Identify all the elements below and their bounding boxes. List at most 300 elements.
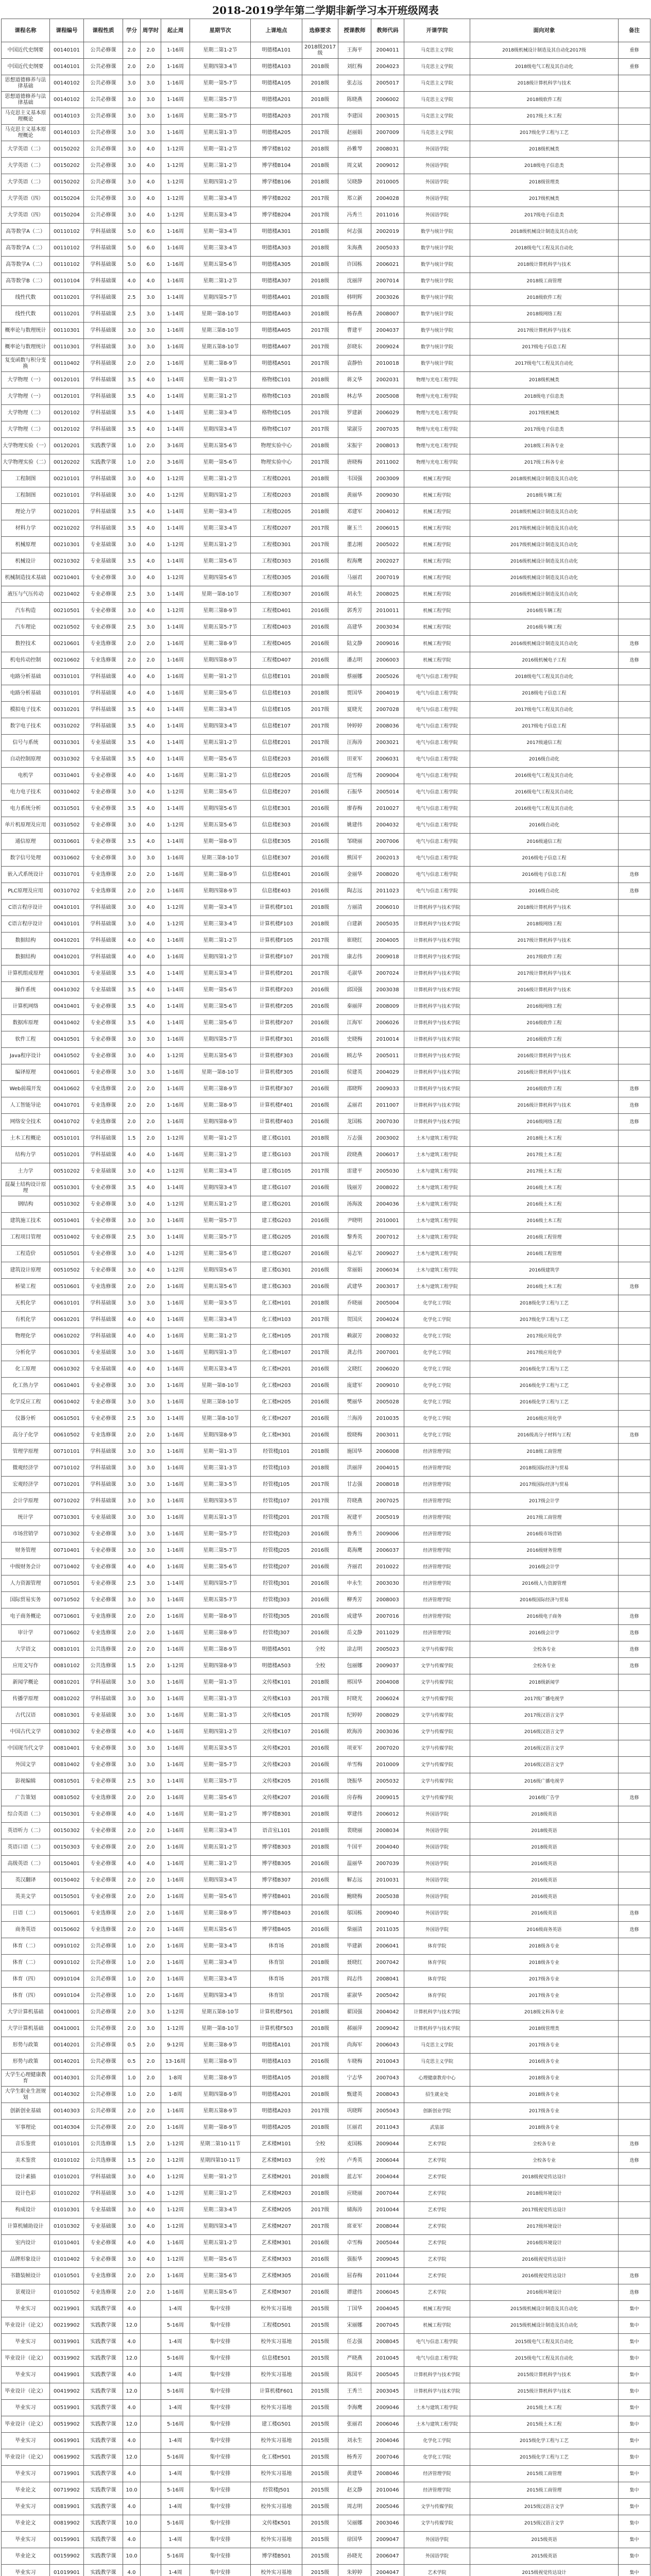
cell-weeks: 1-16周 xyxy=(161,1724,190,1740)
cell-teacher: 贾国华 xyxy=(338,685,371,702)
cell-weekly-hours: 3.0 xyxy=(141,2004,161,2021)
cell-location: 计算机楼F107 xyxy=(251,949,302,965)
cell-weekly-hours: 2.0 xyxy=(141,1608,161,1625)
cell-requirement: 2015级 xyxy=(302,2449,338,2466)
cell-teacher: 熊国平 xyxy=(338,850,371,867)
table-row xyxy=(2,2515,650,2532)
cell-target: 2017级工商管理 xyxy=(470,1510,619,1526)
cell-schedule: 星期五第5-6节 xyxy=(190,257,251,273)
cell-remark xyxy=(619,75,650,92)
cell-requirement: 2016级 xyxy=(302,1064,338,1081)
cell-schedule: 星期一第3-5节 xyxy=(190,1295,251,1312)
cell-course-code: 00610501 xyxy=(50,1411,84,1427)
cell-course-code: 00210201 xyxy=(50,504,84,520)
cell-course-code: 00719902 xyxy=(50,2482,84,2499)
cell-credits: 4.0 xyxy=(123,2466,141,2482)
cell-target: 2017级土木工程 xyxy=(470,1163,619,1180)
cell-college: 文学与传媒学院 xyxy=(404,1691,470,1707)
cell-course-name: 化学反应工程 xyxy=(2,1394,50,1411)
cell-remark xyxy=(619,438,650,454)
cell-location: 计算机楼F401 xyxy=(251,1097,302,1114)
cell-course-code: 00120202 xyxy=(50,454,84,471)
cell-teacher-code: 2003045 xyxy=(371,2383,404,2400)
cell-target: 2017级各专业 xyxy=(470,1971,619,1988)
cell-location: 经管楼J307 xyxy=(251,1625,302,1641)
cell-requirement: 2018级 xyxy=(302,2185,338,2202)
cell-weeks: 1-16周 xyxy=(161,1905,190,1922)
table-row xyxy=(2,1477,650,1493)
cell-college: 计算机科学与技术学院 xyxy=(404,900,470,916)
cell-weeks: 1-12周 xyxy=(161,916,190,933)
table-row xyxy=(2,257,650,273)
cell-requirement: 2017级 xyxy=(302,1971,338,1988)
cell-location: 博学楼B102 xyxy=(251,141,302,158)
cell-schedule: 星期五第8-10节 xyxy=(190,339,251,355)
cell-location: 文传楼K103 xyxy=(251,1691,302,1707)
cell-target: 2016级英语 xyxy=(470,1856,619,1872)
cell-course-type: 学科基础课 xyxy=(84,669,123,685)
cell-location: 经管楼J205 xyxy=(251,1543,302,1559)
cell-weeks: 1-14周 xyxy=(161,1773,190,1790)
cell-course-name: 统计学 xyxy=(2,1510,50,1526)
cell-weeks: 1-16周 xyxy=(161,1394,190,1411)
table-row xyxy=(2,2185,650,2202)
cell-credits: 10.0 xyxy=(123,2548,141,2565)
cell-location: 文传楼K203 xyxy=(251,1757,302,1773)
cell-remark xyxy=(619,751,650,768)
cell-weekly-hours: 3.0 xyxy=(141,75,161,92)
cell-weekly-hours: 4.0 xyxy=(141,916,161,933)
cell-teacher: 麦国栋 xyxy=(338,2136,371,2153)
cell-remark xyxy=(619,1328,650,1345)
cell-requirement: 全校 xyxy=(302,2153,338,2169)
cell-course-name: 数字电子技术 xyxy=(2,718,50,735)
cell-remark xyxy=(619,454,650,471)
cell-schedule: 集中安排 xyxy=(190,2466,251,2482)
cell-course-name: 线性代数 xyxy=(2,290,50,306)
cell-teacher-code: 2006024 xyxy=(371,1691,404,1707)
cell-requirement: 2016级 xyxy=(302,1740,338,1757)
cell-location: 校外实习基地 xyxy=(251,2334,302,2350)
cell-remark: 集中 xyxy=(619,2499,650,2515)
cell-teacher-code: 2008041 xyxy=(371,1971,404,1988)
cell-weekly-hours: 2.0 xyxy=(141,1905,161,1922)
cell-weekly-hours: 4.0 xyxy=(141,1312,161,1328)
cell-course-type: 实践教学课 xyxy=(84,2449,123,2466)
table-row xyxy=(2,454,650,471)
cell-credits: 3.5 xyxy=(123,702,141,718)
cell-location: 信息楼E303 xyxy=(251,817,302,834)
cell-weekly-hours: 2.0 xyxy=(141,2054,161,2070)
cell-remark xyxy=(619,2087,650,2103)
cell-weeks: 1-14周 xyxy=(161,718,190,735)
cell-weeks: 1-16周 xyxy=(161,1674,190,1691)
cell-teacher-code: 2010009 xyxy=(371,1757,404,1773)
cell-schedule: 星期二第1-2节 xyxy=(190,273,251,290)
cell-course-type: 实践教学课 xyxy=(84,2416,123,2433)
cell-college: 土木与建筑工程学院 xyxy=(404,1229,470,1246)
cell-weeks: 1-16周 xyxy=(161,1477,190,1493)
table-row xyxy=(2,834,650,850)
table-row xyxy=(2,92,650,108)
cell-credits: 2.5 xyxy=(123,1229,141,1246)
cell-target: 2016级化学工程与工艺 xyxy=(470,1378,619,1394)
cell-teacher: 邱国强 xyxy=(338,982,371,998)
cell-course-name: 机械制造技术基础 xyxy=(2,570,50,586)
table-row xyxy=(2,2532,650,2548)
cell-remark xyxy=(619,520,650,537)
cell-course-code: 00219902 xyxy=(50,2317,84,2334)
cell-college: 化学化工学院 xyxy=(404,1312,470,1328)
cell-college: 计算机科学与技术学院 xyxy=(404,1048,470,1064)
table-row xyxy=(2,1378,650,1394)
cell-course-name: 大学计算机基础 xyxy=(2,2004,50,2021)
cell-teacher: 温丽华 xyxy=(338,1856,371,1872)
table-row xyxy=(2,1328,650,1345)
cell-schedule: 星期一第1-2节 xyxy=(190,1806,251,1823)
cell-course-code: 01019901 xyxy=(50,2565,84,2576)
cell-schedule: 星期三第8-10节 xyxy=(190,323,251,339)
cell-weeks: 1-14周 xyxy=(161,1229,190,1246)
table-row xyxy=(2,1114,650,1130)
cell-target: 2016级通信工程 xyxy=(470,834,619,850)
table-row xyxy=(2,2087,650,2103)
cell-teacher-code: 2006021 xyxy=(371,257,404,273)
cell-location: 文传楼K501 xyxy=(251,2515,302,2532)
cell-course-type: 专业选修课 xyxy=(84,1427,123,1444)
cell-course-name: 电路分析基础 xyxy=(2,669,50,685)
table-row xyxy=(2,1460,650,1477)
header-weekly-hours: 周学时 xyxy=(141,19,161,42)
cell-target: 2016级广告学 xyxy=(470,1790,619,1806)
cell-credits: 3.5 xyxy=(123,1015,141,1031)
cell-weeks: 1-16周 xyxy=(161,1345,190,1361)
cell-college: 土木与建筑工程学院 xyxy=(404,2416,470,2433)
cell-requirement: 2018级 xyxy=(302,438,338,454)
cell-requirement: 2015级 xyxy=(302,2515,338,2532)
cell-weekly-hours: 2.0 xyxy=(141,355,161,372)
cell-remark xyxy=(619,1510,650,1526)
cell-weekly-hours: 4.0 xyxy=(141,768,161,784)
cell-remark xyxy=(619,1938,650,1955)
cell-teacher-code: 2008029 xyxy=(371,1707,404,1724)
cell-requirement: 2015级 xyxy=(302,2532,338,2548)
cell-location: 化工楼H501 xyxy=(251,2449,302,2466)
cell-weekly-hours xyxy=(141,2400,161,2416)
cell-location: 明德楼A205 xyxy=(251,125,302,141)
cell-course-name: 传播学原理 xyxy=(2,1691,50,1707)
cell-weeks: 1-16周 xyxy=(161,1889,190,1905)
cell-college: 外国语学院 xyxy=(404,174,470,191)
cell-course-type: 公共必修课 xyxy=(84,2004,123,2021)
cell-teacher: 鲍晓梅 xyxy=(338,1889,371,1905)
cell-remark xyxy=(619,1180,650,1196)
cell-target: 2017级电子信息工程 xyxy=(470,718,619,735)
cell-requirement: 2016级 xyxy=(302,2235,338,2251)
cell-target: 2016级机械设计制造及其自动化 xyxy=(470,553,619,570)
cell-college: 外国语学院 xyxy=(404,1889,470,1905)
cell-requirement: 2017级 xyxy=(302,1147,338,1163)
cell-remark xyxy=(619,125,650,141)
table-body xyxy=(2,42,650,2576)
table-row xyxy=(2,685,650,702)
cell-requirement: 2016级 xyxy=(302,1790,338,1806)
cell-target: 2017级电子信息类 xyxy=(470,421,619,438)
cell-location: 计算机楼F301 xyxy=(251,1031,302,1048)
cell-course-code: 00510202 xyxy=(50,1163,84,1180)
cell-requirement: 2018级 xyxy=(302,372,338,388)
cell-target: 2016级软件工程 xyxy=(470,1015,619,1031)
cell-course-code: 00319902 xyxy=(50,2350,84,2367)
cell-course-type: 专业选修课 xyxy=(84,2268,123,2284)
cell-course-code: 00410402 xyxy=(50,1015,84,1031)
cell-college: 土木与建筑工程学院 xyxy=(404,1279,470,1295)
cell-schedule: 星期五第3-4节 xyxy=(190,965,251,982)
cell-remark xyxy=(619,2103,650,2120)
cell-location: 建工楼G105 xyxy=(251,1163,302,1180)
cell-college: 电气与信息工程学院 xyxy=(404,801,470,817)
cell-requirement: 2016级 xyxy=(302,2284,338,2301)
cell-weeks: 1-16周 xyxy=(161,1279,190,1295)
cell-course-code: 00410601 xyxy=(50,1064,84,1081)
cell-target: 2018级各专业 xyxy=(470,1938,619,1955)
cell-course-code: 00110402 xyxy=(50,355,84,372)
cell-weeks: 1-16周 xyxy=(161,1839,190,1856)
cell-course-code: 00140302 xyxy=(50,2087,84,2103)
cell-location: 经管楼J501 xyxy=(251,2482,302,2499)
cell-credits: 4.0 xyxy=(123,1147,141,1163)
cell-weekly-hours: 4.0 xyxy=(141,834,161,850)
cell-schedule: 星期三第1-3节 xyxy=(190,1460,251,1477)
cell-target: 2016级市场营销 xyxy=(470,1526,619,1543)
cell-teacher-code: 2006047 xyxy=(371,2548,404,2565)
cell-schedule: 星期三第3-4节 xyxy=(190,520,251,537)
cell-remark xyxy=(619,586,650,603)
cell-course-code: 00310502 xyxy=(50,817,84,834)
cell-college: 化学化工学院 xyxy=(404,1345,470,1361)
cell-requirement: 2017级 xyxy=(302,718,338,735)
header-location: 上课地点 xyxy=(251,19,302,42)
cell-teacher: 项亚军 xyxy=(338,1740,371,1757)
cell-credits: 3.5 xyxy=(123,421,141,438)
table-row xyxy=(2,636,650,652)
cell-teacher-code: 2007028 xyxy=(371,702,404,718)
cell-course-type: 公共必修课 xyxy=(84,158,123,174)
cell-teacher: 谭建伟 xyxy=(338,2284,371,2301)
cell-college: 数学与统计学院 xyxy=(404,257,470,273)
cell-schedule: 星期一第8-9节 xyxy=(190,2120,251,2136)
cell-weekly-hours: 2.0 xyxy=(141,2284,161,2301)
table-row xyxy=(2,1625,650,1641)
cell-course-type: 学科基础课 xyxy=(84,306,123,323)
cell-weekly-hours xyxy=(141,2548,161,2565)
cell-course-name: 军事理论 xyxy=(2,2120,50,2136)
cell-course-name: 英美文学 xyxy=(2,1889,50,1905)
cell-course-type: 学科基础课 xyxy=(84,257,123,273)
cell-weeks: 1-16周 xyxy=(161,652,190,669)
cell-course-code: 00819902 xyxy=(50,2515,84,2532)
cell-teacher: 樊丽华 xyxy=(338,1394,371,1411)
cell-target: 2018级机械设计制造及其自动化2017级 xyxy=(470,42,619,59)
cell-weekly-hours: 4.0 xyxy=(141,388,161,405)
cell-course-code: 00710102 xyxy=(50,1460,84,1477)
cell-teacher-code: 2003017 xyxy=(371,1279,404,1295)
cell-requirement: 2016级 xyxy=(302,1543,338,1559)
cell-location: 明德楼A203 xyxy=(251,2103,302,2120)
cell-teacher: 钱丽芳 xyxy=(338,1180,371,1196)
cell-teacher: 侯建英 xyxy=(338,1064,371,1081)
cell-schedule: 星期五第1-3节 xyxy=(190,125,251,141)
cell-college: 机械工程学院 xyxy=(404,471,470,487)
cell-course-type: 专业必修课 xyxy=(84,1559,123,1575)
cell-course-type: 专业选修课 xyxy=(84,883,123,900)
cell-teacher-code: 2010005 xyxy=(371,174,404,191)
cell-teacher-code: 2007012 xyxy=(371,1229,404,1246)
cell-course-name: 毕业实习 xyxy=(2,2367,50,2383)
cell-weekly-hours: 2.0 xyxy=(141,1658,161,1674)
table-row xyxy=(2,1163,650,1180)
cell-target: 2018级新闻学 xyxy=(470,1674,619,1691)
cell-teacher-code: 2007009 xyxy=(371,125,404,141)
cell-location: 艺术楼M307 xyxy=(251,2284,302,2301)
cell-remark: 集中 xyxy=(619,2301,650,2317)
cell-weekly-hours: 4.0 xyxy=(141,817,161,834)
cell-schedule: 星期四第5-6节 xyxy=(190,801,251,817)
cell-weeks: 1-12周 xyxy=(161,207,190,224)
cell-schedule: 星期一第5-7节 xyxy=(190,1526,251,1543)
cell-location: 艺术楼M207 xyxy=(251,2218,302,2235)
cell-weeks: 1-4周 xyxy=(161,2400,190,2416)
cell-teacher-code: 2010027 xyxy=(371,801,404,817)
cell-weekly-hours: 3.0 xyxy=(141,619,161,636)
cell-teacher-code: 2009006 xyxy=(371,1526,404,1543)
cell-teacher-code: 2005043 xyxy=(371,2103,404,2120)
cell-college: 土木与建筑工程学院 xyxy=(404,1213,470,1229)
cell-course-type: 专业必修课 xyxy=(84,1575,123,1592)
cell-course-type: 公共必修课 xyxy=(84,191,123,207)
cell-teacher: 甄建英 xyxy=(338,2087,371,2103)
cell-remark xyxy=(619,471,650,487)
cell-schedule: 星期四第3-4节 xyxy=(190,1180,251,1196)
cell-credits: 4.0 xyxy=(123,273,141,290)
cell-college: 经济管理学院 xyxy=(404,1510,470,1526)
cell-course-name: 日语（二） xyxy=(2,1905,50,1922)
cell-course-type: 学科基础课 xyxy=(84,405,123,421)
cell-location: 物理实验中心 xyxy=(251,454,302,471)
cell-course-name: 高等数学A（二） xyxy=(2,224,50,240)
cell-course-type: 公共选修课 xyxy=(84,2136,123,2153)
cell-weeks: 1-16周 xyxy=(161,1922,190,1938)
cell-schedule: 星期四第8-9节 xyxy=(190,1658,251,1674)
cell-credits: 3.0 xyxy=(123,207,141,224)
cell-course-type: 学科基础课 xyxy=(84,372,123,388)
cell-course-type: 学科基础课 xyxy=(84,355,123,372)
cell-credits: 4.0 xyxy=(123,1856,141,1872)
cell-course-type: 专业必修课 xyxy=(84,817,123,834)
cell-course-type: 公共必修课 xyxy=(84,2087,123,2103)
cell-teacher-code: 2004023 xyxy=(371,59,404,75)
cell-remark xyxy=(619,1229,650,1246)
cell-schedule: 星期二第8-9节 xyxy=(190,355,251,372)
cell-teacher: 邵晓辉 xyxy=(338,1081,371,1097)
cell-college: 计算机科学与技术学院 xyxy=(404,916,470,933)
header-course-name: 课程名称 xyxy=(2,19,50,42)
cell-course-code: 00110102 xyxy=(50,240,84,257)
cell-location: 建工楼G205 xyxy=(251,1229,302,1246)
cell-credits: 3.0 xyxy=(123,1213,141,1229)
cell-course-type: 专业必修课 xyxy=(84,2251,123,2268)
cell-course-name: 景观设计 xyxy=(2,2284,50,2301)
cell-course-type: 公共必修课 xyxy=(84,2037,123,2054)
cell-location: 博学楼B403 xyxy=(251,1905,302,1922)
cell-remark xyxy=(619,1674,650,1691)
cell-weeks: 1-16周 xyxy=(161,1691,190,1707)
cell-schedule: 星期三第3-4节 xyxy=(190,240,251,257)
cell-credits: 3.0 xyxy=(123,1707,141,1724)
cell-course-type: 实践教学课 xyxy=(84,2565,123,2576)
cell-target: 2015级土木工程 xyxy=(470,2416,619,2433)
cell-teacher-code: 2004042 xyxy=(371,2004,404,2021)
cell-weeks: 1-12周 xyxy=(161,191,190,207)
cell-college: 电气与信息工程学院 xyxy=(404,867,470,883)
cell-college: 土木与建筑工程学院 xyxy=(404,1246,470,1262)
cell-requirement: 2016级 xyxy=(302,1279,338,1295)
cell-location: 文传楼K205 xyxy=(251,1773,302,1790)
cell-teacher: 顾志华 xyxy=(338,1048,371,1064)
cell-target: 2017级电子信息类 xyxy=(470,207,619,224)
cell-credits: 2.5 xyxy=(123,290,141,306)
cell-course-type: 公共必修课 xyxy=(84,75,123,92)
cell-course-name: 体育（二） xyxy=(2,1938,50,1955)
cell-course-type: 专业基础课 xyxy=(84,537,123,553)
cell-course-type: 实践教学课 xyxy=(84,2317,123,2334)
cell-college: 物理与光电工程学院 xyxy=(404,454,470,471)
cell-course-type: 专业必修课 xyxy=(84,2235,123,2251)
cell-credits: 4.0 xyxy=(123,669,141,685)
cell-teacher-code: 2007014 xyxy=(371,273,404,290)
cell-location: 计算机楼F203 xyxy=(251,982,302,998)
cell-teacher-code: 2006037 xyxy=(371,1543,404,1559)
cell-course-code: 00419901 xyxy=(50,2367,84,2383)
cell-college: 文学与传媒学院 xyxy=(404,1790,470,1806)
table-row xyxy=(2,240,650,257)
cell-target: 2018级电子信息类 xyxy=(470,388,619,405)
cell-college: 艺术学院 xyxy=(404,2153,470,2169)
cell-course-code: 00410502 xyxy=(50,1048,84,1064)
cell-credits: 2.0 xyxy=(123,355,141,372)
cell-schedule: 星期五第1-2节 xyxy=(190,1196,251,1213)
cell-course-code: 00159902 xyxy=(50,2548,84,2565)
cell-requirement: 2016级 xyxy=(302,2268,338,2284)
cell-target: 2016级商务英语 xyxy=(470,1922,619,1938)
cell-credits: 3.5 xyxy=(123,751,141,768)
cell-schedule: 星期五第8-10节 xyxy=(190,2004,251,2021)
cell-course-code: 00410001 xyxy=(50,2004,84,2021)
cell-course-name: 数据结构 xyxy=(2,933,50,949)
cell-course-code: 00110104 xyxy=(50,273,84,290)
cell-teacher-code: 2004047 xyxy=(371,2565,404,2576)
cell-requirement: 2017级 xyxy=(302,454,338,471)
cell-course-name: 结构力学 xyxy=(2,1147,50,1163)
table-row xyxy=(2,982,650,998)
cell-location: 信息楼E205 xyxy=(251,768,302,784)
cell-target: 2016级环境设计 xyxy=(470,2284,619,2301)
cell-weekly-hours: 2.0 xyxy=(141,1130,161,1147)
cell-remark xyxy=(619,685,650,702)
cell-course-name: 高等数学B（二） xyxy=(2,273,50,290)
cell-teacher: 陆文静 xyxy=(338,636,371,652)
cell-weeks: 1-14周 xyxy=(161,834,190,850)
